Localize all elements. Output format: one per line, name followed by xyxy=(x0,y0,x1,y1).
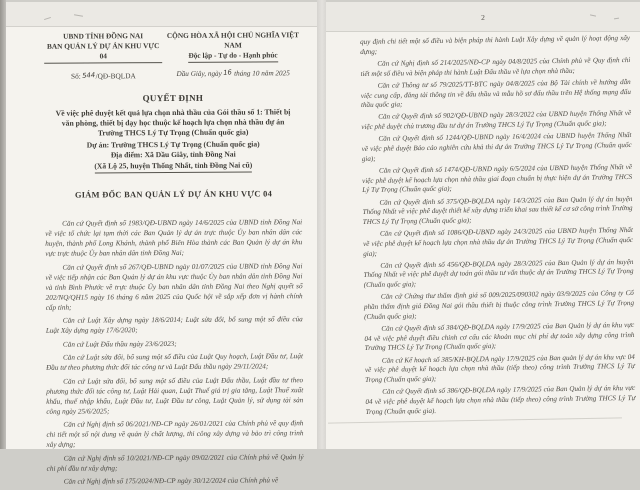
org-name-line: UBND TỈNH ĐỒNG NAI xyxy=(63,31,144,41)
national-header-line: CỘNG HÒA XÃ HỘI CHỦ NGHĨA VIỆT NAM xyxy=(166,30,299,50)
authority-heading: GIÁM ĐỐC BAN QUẢN LÝ DỰ ÁN KHU VỰC 04 xyxy=(74,189,273,200)
legal-basis-paragraph: Căn cứ Quyết định số 384/QĐ-BQLDA ngày 17/9/2025 của Ban Quản lý dự án khu vực 04 về việc phê duyệt điều chỉnh cơ cấu các khoản mục chi phí dự toán xây dựng công trình Trường THCS Lý Tự Trọng (Chuẩn quốc gia); xyxy=(364,320,635,353)
legal-basis-paragraph: Căn cứ Luật sửa đổi, bổ sung một số điều của Luật Quy hoạch, Luật Đầu tư, Luật Đầu tư theo phương thức đối tác công tư và Luật Đấu thầu ngày 29/11/2024; xyxy=(46,352,304,372)
org-unit-line: BAN QUẢN LÝ DỰ ÁN KHU VỰC 04 xyxy=(44,41,162,63)
legal-basis-paragraph: Căn cứ Luật Đấu thầu ngày 23/6/2023; xyxy=(62,339,177,349)
dateline-rest: tháng 10 năm 2025 xyxy=(234,68,290,78)
national-motto-block xyxy=(165,30,302,80)
legal-basis-paragraph: Căn cứ Quyết định số 386/QĐ-BQLDA ngày 17/9/2025 của Ban Quản lý dự án khu vực 04 về việc phê duyệt kế hoạch lựa chọn nhà thầu (tiếp theo) công trình Trường THCS Lý Tự Trọng (Chuẩn quốc gia). xyxy=(365,384,636,416)
old-location-line: (Xã Lộ 25, huyện Thống Nhất, tỉnh Đồng Nai cũ) xyxy=(45,160,302,171)
legal-basis-paragraph: Căn cứ Nghị định số 175/2024/NĐ-CP ngày 30/12/2024 của Chính phủ về xyxy=(63,476,279,486)
legal-basis-paragraph: Căn cứ Quyết định số 1474/QĐ-UBND ngày 6/5/2024 của UBND huyện Thống Nhất về việc phê duyệt kế hoạch lựa chọn nhà thầu giai đoạn chuẩn bị thực hiện dự án Trường THCS Lý Tự Trọng (Chuẩn quốc gia); xyxy=(362,162,633,195)
doc-number-handwritten: 544 xyxy=(82,70,96,80)
document-page-2 xyxy=(326,2,640,449)
dateline-place: Dầu Giây, ngày xyxy=(176,69,222,78)
legal-basis-paragraph: Căn cứ Chứng thư thẩm định giá số 009/2025/090302 ngày 03/9/2025 của Công ty Cổ phần thẩm định giá Đồng Nai gói thầu thiết bị thuộc công trình Trường THCS Lý Tự Trọng (Chuẩn quốc gia); xyxy=(363,289,635,321)
page-number: 2 xyxy=(481,13,485,22)
decision-title: QUYẾT ĐỊNH xyxy=(142,93,204,104)
legal-basis-paragraph: Căn cứ Quyết định số 267/QĐ-UBND ngày 01/07/2025 của UBND tỉnh Đồng Nai về việc tiếp nhận các Ban Quản lý dự án khu vực thuộc Ủy ban nhân dân tỉnh Đồng Nai và tỉnh Bình Phước về trực thuộc Ủy ban nhân dân tỉnh Đồng Nai theo Nghị quyết số 202/NQ/QH15 ngày 16 tháng 6 năm 2025 của Quốc hội về sắp xếp đơn vị hành chính cấp tỉnh; xyxy=(45,261,303,312)
legal-basis-paragraph: Căn cứ Luật sửa đổi, bổ sung một số điều của Luật Đấu thầu, Luật đầu tư theo phương thức đối tác công tư, Luật Hải quan, Luật Thuế giá trị gia tăng, Luật Thuế xuất khẩu, thuế nhập khẩu, Luật Đầu tư, Luật Đầu tư công, Luật Quản lý, sử dụng tài sản công ngày 25/6/2025; xyxy=(46,375,304,416)
dateline-handwritten-day: 16 xyxy=(223,67,233,77)
project-line: Dự án: Trường THCS Lý Tự Trọng (Chuẩn quốc gia) xyxy=(86,138,260,150)
page-gap-shadow xyxy=(317,0,326,449)
legal-basis-paragraph: Căn cứ Nghị định số 10/2021/NĐ-CP ngày 09/02/2021 của Chính phủ về Quản lý chi phí đầu tư xây dựng; xyxy=(46,452,304,473)
legal-basis-paragraph: Căn cứ Quyết định số 902/QĐ-UBND ngày 28/3/2022 của UBND huyện Thống Nhất về việc phê duyệt chủ trương đầu tư dự án Trường THCS Lý Tự Trọng (Chuẩn quốc gia); xyxy=(361,109,632,132)
doc-number-suffix: /QĐ-BQLDA xyxy=(95,70,136,81)
document-header xyxy=(44,30,301,81)
location-line: Địa điểm: Xã Dầu Giây, tỉnh Đồng Nai xyxy=(110,149,236,160)
document-number xyxy=(44,71,162,82)
page-top-shade xyxy=(6,2,317,27)
document-page-1 xyxy=(6,2,317,486)
legal-basis-paragraph: Căn cứ Kế hoạch số 385/KH-BQLDA ngày 17/9/2025 của Ban quản lý dự án khu vực 04 về việc phê duyệt kế hoạch lựa chọn nhà thầu (tiếp theo) công trình Trường THCS Lý Tự Trọng (Chuẩn quốc gia); xyxy=(364,352,635,384)
place-date-line xyxy=(165,69,301,79)
legal-basis-paragraph: Căn cứ Quyết định số 1244/QĐ-UBND ngày 16/4/2024 của UBND huyện Thống Nhất về việc phê duyệt Báo cáo nghiên cứu khả thi dự án Trường THCS Lý Tự Trọng (Chuẩn quốc gia); xyxy=(361,131,632,163)
legal-basis-paragraph: Căn cứ Thông tư số 79/2025/TT-BTC ngày 04/8/2025 của Bộ Tài chính về hướng dẫn việc cung cấp, đăng tải thông tin về đấu thầu và mẫu hồ sơ đấu thầu trên Hệ thống mạng đấu thầu quốc gia; xyxy=(360,77,631,110)
decision-subject: Về việc phê duyệt kết quả lựa chọn nhà thầu của Gói thầu số 1: Thiết bị văn phòng, thiết bị dạy học thuộc kế hoạch lựa chọn nhà thầu dự án Trường THCS Lý Tự Trọng (Chuẩn quốc gia) xyxy=(55,107,291,138)
doc-number-prefix: Số: xyxy=(71,71,81,81)
legal-basis-paragraph: Căn cứ Luật Xây dựng ngày 18/6/2014; Luật sửa đổi, bổ sung một số điều của Luật Xây dựng ngày 17/6/2020; xyxy=(45,315,303,335)
legal-basis-paragraph: Căn cứ Quyết định số 1086/QĐ-UBND ngày 24/3/2025 của UBND huyện Thống Nhất về việc phê duyệt kế hoạch lựa chọn nhà thầu dự án Trường THCS Lý Tự Trọng (Chuẩn quốc gia); xyxy=(363,226,634,258)
page-2-content xyxy=(360,34,636,420)
legal-basis-paragraph: Căn cứ Quyết định số 1983/QĐ-UBND ngày 14/6/2025 của UBND tỉnh Đồng Nai về việc tổ chức lại tạm thời các Ban Quản lý dự án trực thuộc Ủy ban nhân dân các huyện, thành phố Long Khánh, thành phố Biên Hòa thành các Ban Quản lý dự án khu vực trực thuộc Ủy ban nhân dân tỉnh Đồng Nai; xyxy=(45,218,303,258)
issuing-org-block xyxy=(44,31,163,81)
legal-basis-paragraph: quy định chi tiết một số điều và biện pháp thi hành Luật Xây dựng về quản lý hoạt động xây dựng; xyxy=(360,33,631,56)
legal-basis-paragraph: Căn cứ Quyết định số 375/QĐ-BQLDA ngày 14/3/2025 của Ban Quản lý dự án huyện Thống Nhất về việc phê duyệt thiết kế xây dựng triển khai sau thiết kế cơ sở công trình Trường THCS Lý Tự Trọng (Chuẩn quốc gia); xyxy=(362,194,633,226)
legal-basis-paragraph: Căn cứ Nghị định số 06/2021/NĐ-CP ngày 26/01/2021 của Chính phủ về quy định chi tiết một số nội dung về quản lý chất lượng, thi công xây dựng và bảo trì công trình xây dựng; xyxy=(46,419,304,449)
motto-line: Độc lập - Tự do - Hạnh phúc xyxy=(165,50,301,63)
page-1-content xyxy=(44,30,304,490)
legal-basis-paragraph: Căn cứ Nghị định số 214/2025/NĐ-CP ngày 04/8/2025 của Chính phủ về Quy định chi tiết một số điều và biện pháp thi hành Luật Đấu thầu về lựa chọn nhà thầu; xyxy=(360,55,631,78)
legal-basis-paragraph: Căn cứ Quyết định số 456/QĐ-BQLDA ngày 28/3/2025 của Ban Quản lý dự án huyện Thống Nhất về việc phê duyệt dự toán gói thầu tư vấn thuộc dự án Trường THCS Lý Tự Trọng (Chuẩn quốc gia); xyxy=(363,257,634,290)
